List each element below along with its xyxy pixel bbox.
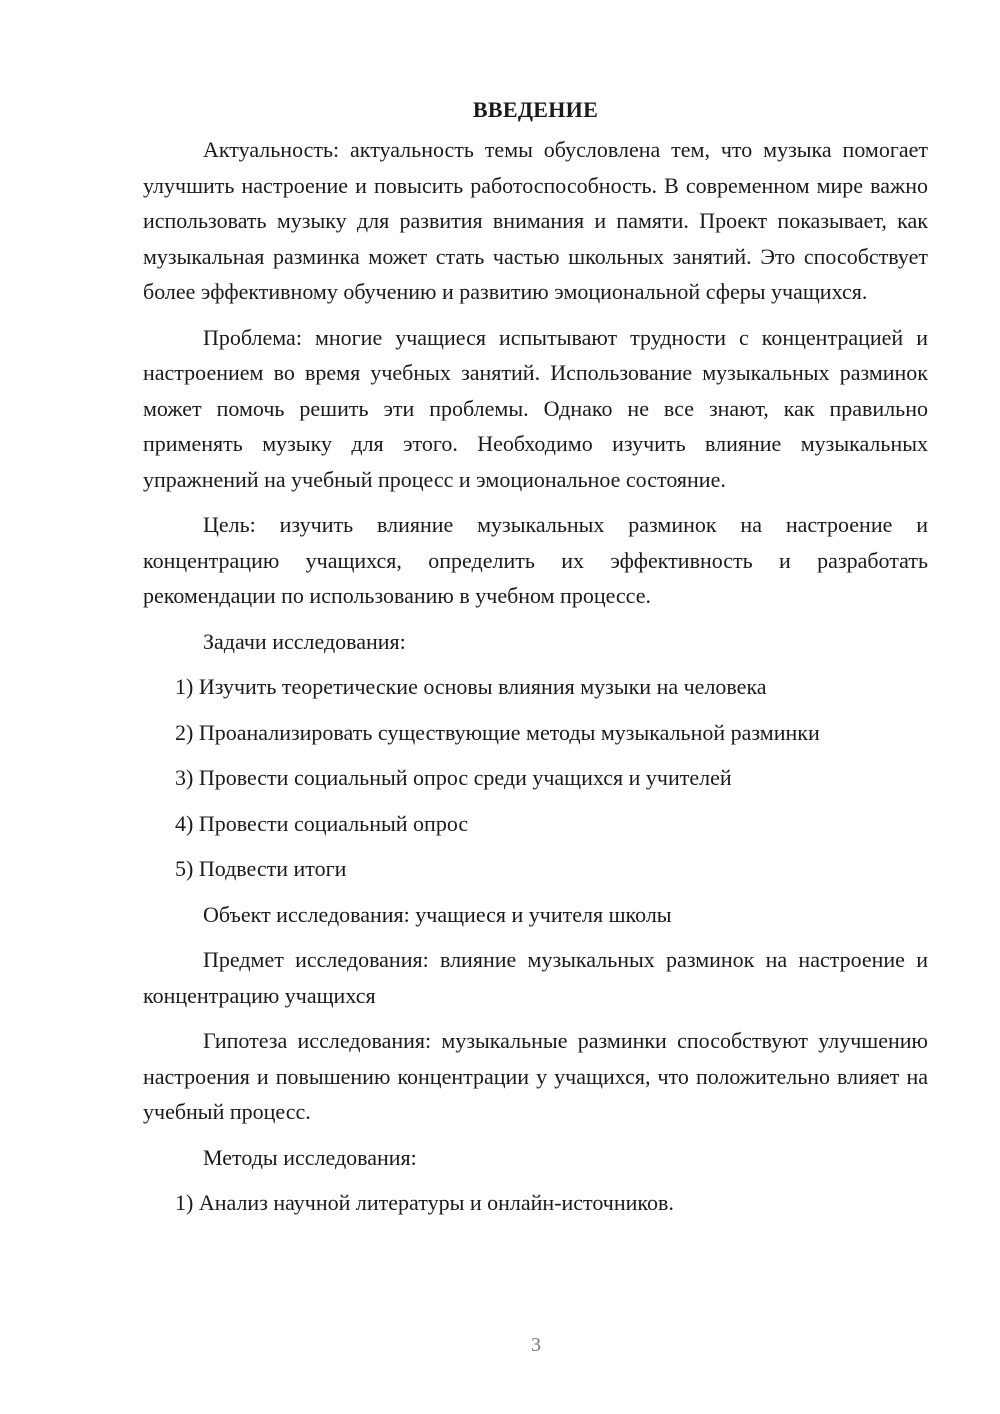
task-item-5: 5) Подвести итоги bbox=[175, 856, 347, 881]
task-item-2: 2) Проанализировать существующие методы музыкальной разминки bbox=[175, 719, 820, 745]
document-page bbox=[143, 96, 928, 1231]
task-item-3: 3) Провести социальный опрос среди учащихся и учителей bbox=[175, 765, 732, 790]
problem-paragraph: Проблема: многие учащиеся испытывают трудности с концентрацией и настроением во время учебных занятий. Использование музыкальных разминок может помочь решить эти проблемы. Однако не все знают, как правильно применять музыку для этого. Необходимо изучить влияние музыкальных упражнений на учебный процесс и эмоциональное состояние. bbox=[143, 324, 928, 492]
methods-heading: Методы исследования: bbox=[203, 1144, 417, 1170]
task-item-4: 4) Провести социальный опрос bbox=[175, 810, 469, 836]
page-number: 3 bbox=[531, 1334, 541, 1356]
research-hypothesis: Гипотеза исследования: музыкальные разминки способствуют улучшению настроения и повышению концентрации у учащихся, что положительно влияет на учебный процесс. bbox=[143, 1028, 928, 1124]
tasks-heading: Задачи исследования: bbox=[203, 628, 406, 654]
relevance-paragraph: Актуальность: актуальность темы обусловлена тем, что музыка помогает улучшить настроение и повысить работоспособность. В современном мире важно использовать музыку для развития внимания и памяти. Проект показывает, как музыкальная разминка может стать частью школьных занятий. Это способствует более эффективному обучению и развитию эмоциональной сферы учащихся. bbox=[143, 137, 928, 304]
page-title: ВВЕДЕНИЕ bbox=[472, 97, 599, 122]
research-subject: Предмет исследования: влияние музыкальных разминок на настроение и концентрацию учащихся bbox=[143, 947, 928, 1008]
method-item-1: 1) Анализ научной литературы и онлайн-источников. bbox=[175, 1190, 674, 1215]
task-item-1: 1) Изучить теоретические основы влияния музыки на человека bbox=[175, 674, 767, 699]
research-object: Объект исследования: учащиеся и учителя школы bbox=[203, 901, 672, 927]
goal-paragraph: Цель: изучить влияние музыкальных разминок на настроение и концентрацию учащихся, определить их эффективность и разработать рекомендации по использованию в учебном процессе. bbox=[143, 512, 928, 608]
